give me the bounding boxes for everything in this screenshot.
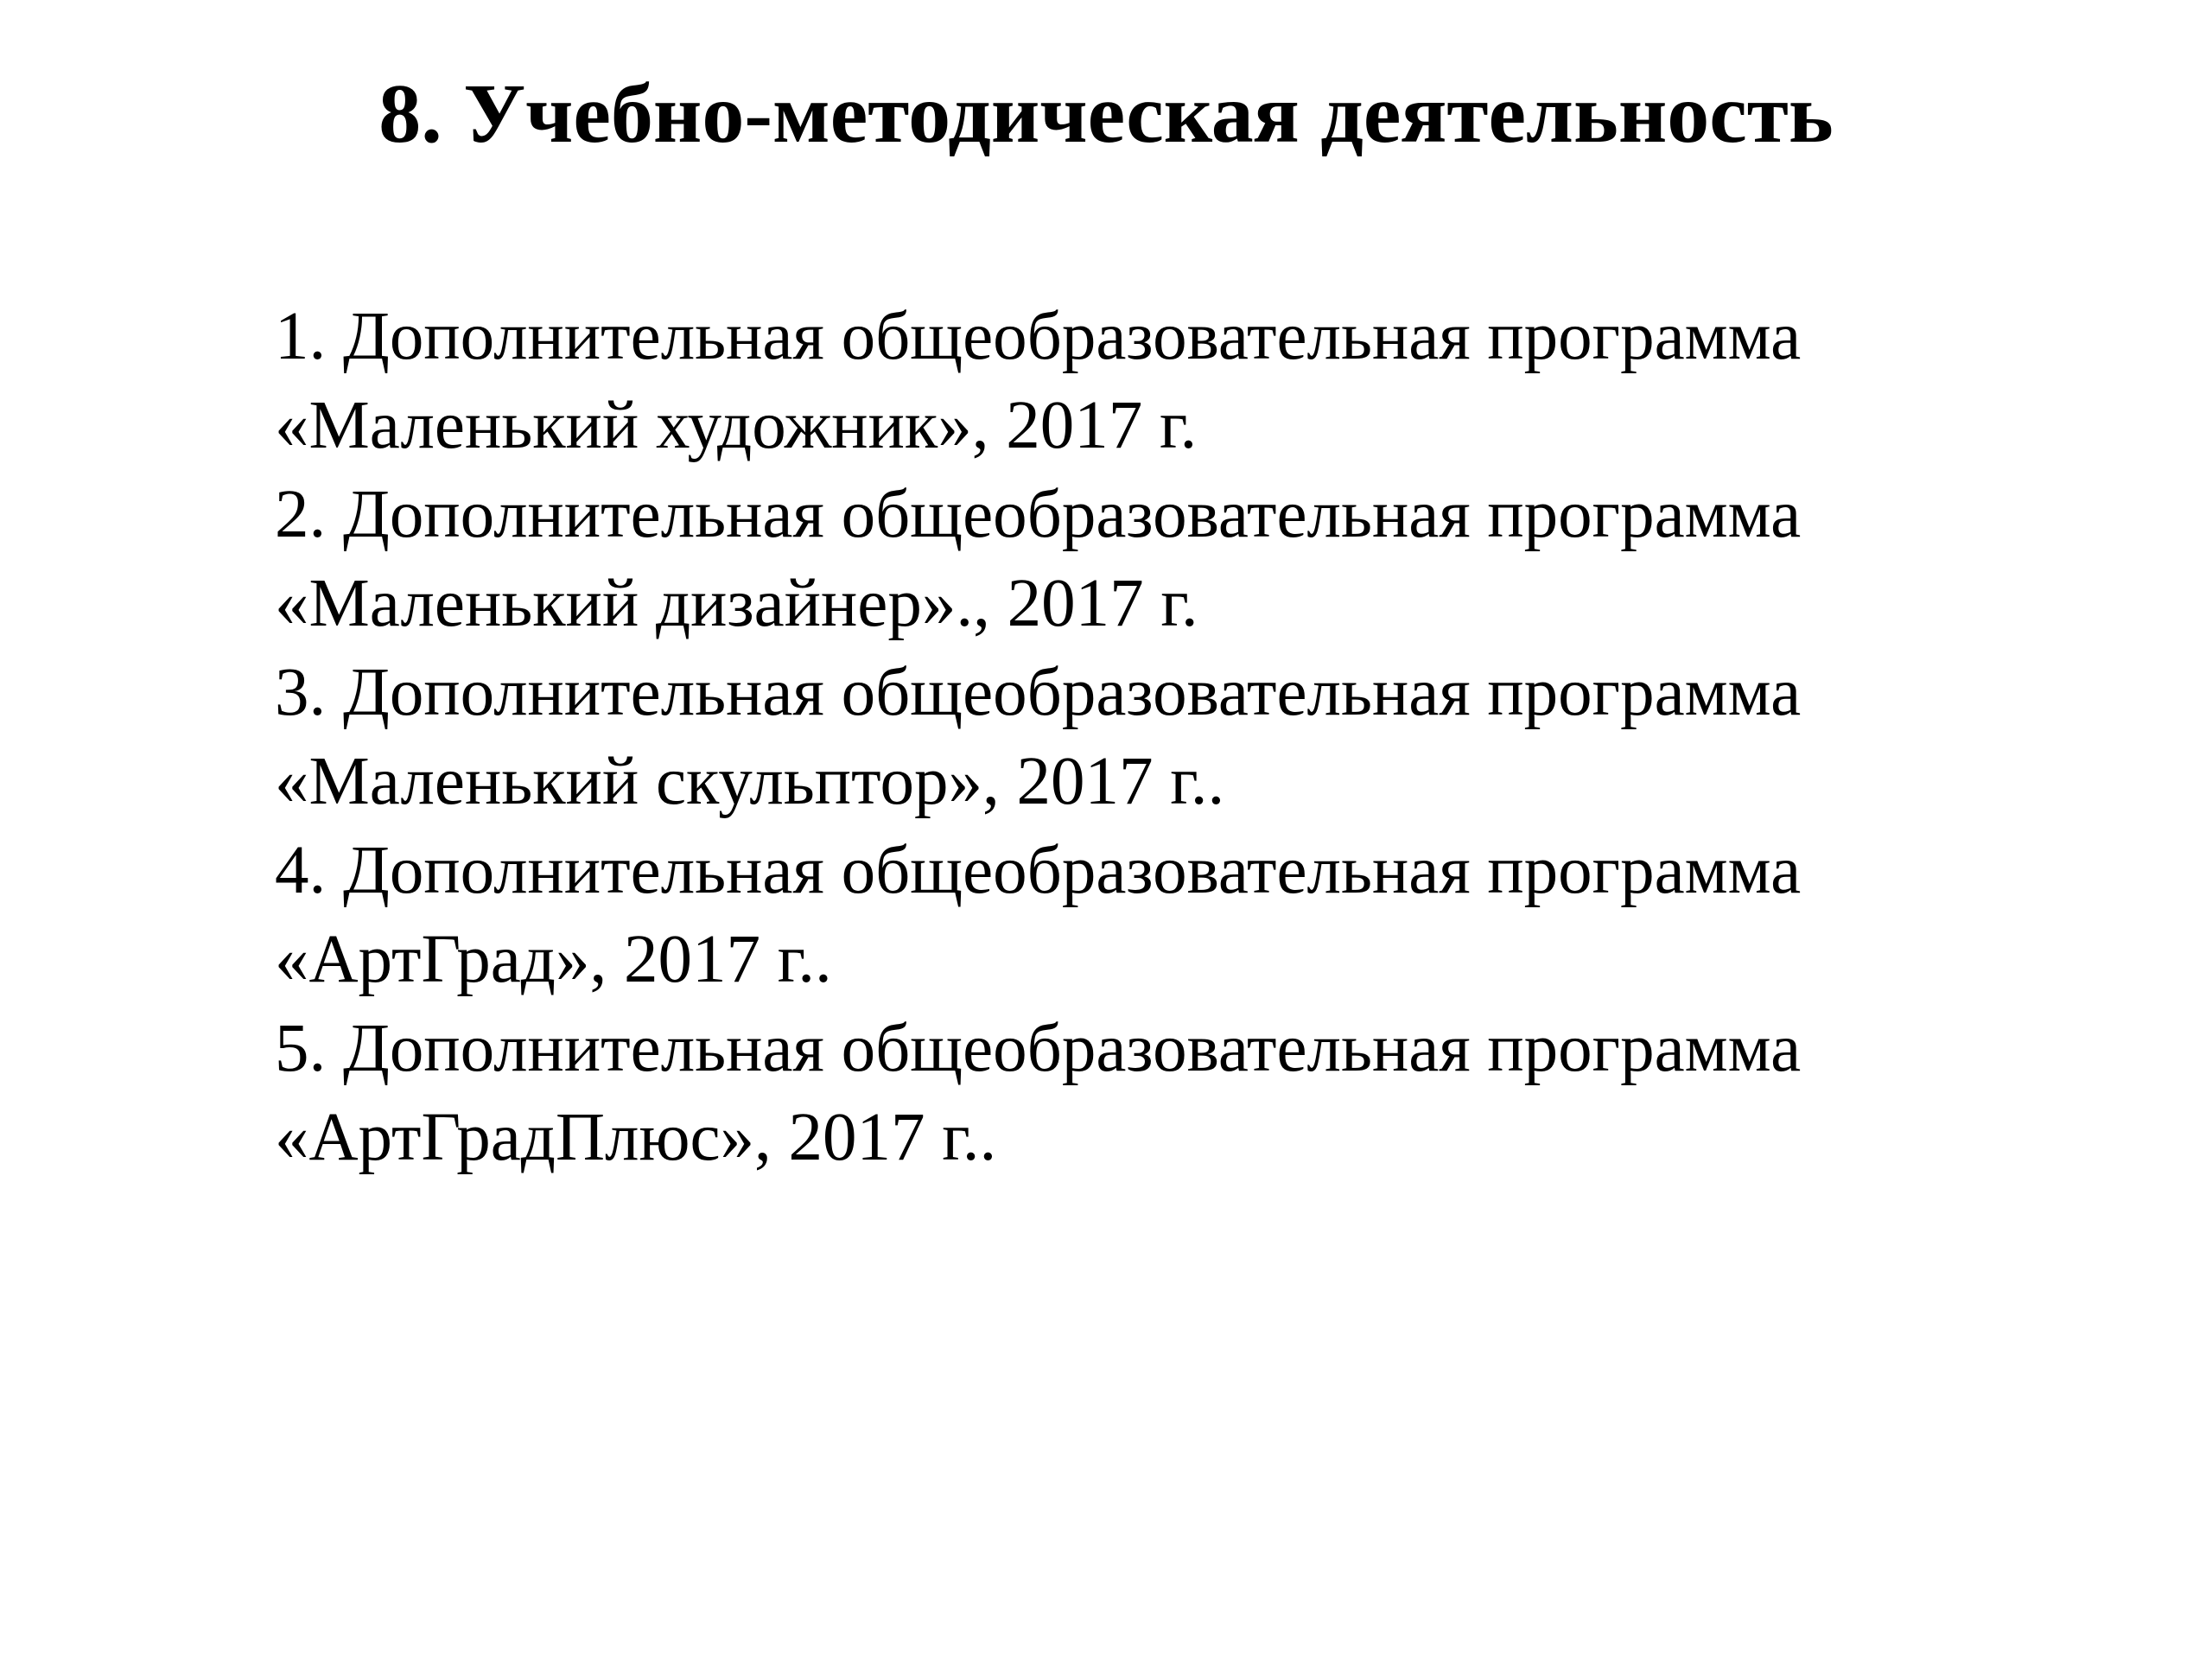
list-item-2: [275, 470, 2003, 648]
list-item-4-line-2: «АртГрад», 2017 г..: [275, 922, 832, 997]
list-item-5-line-1: 5. Дополнительная общеобразовательная программа: [275, 1011, 1802, 1086]
list-item-5-line-2: «АртГрадПлюс», 2017 г..: [275, 1100, 997, 1175]
list-item-3-line-1: 3. Дополнительная общеобразовательная программа: [275, 655, 1802, 730]
list-item-4: [275, 826, 2003, 1004]
slide-title: 8. Учебно-методическая деятельность: [378, 67, 1834, 161]
list-item-1-line-2: «Маленький художник», 2017 г.: [275, 388, 1198, 463]
list-item-3-line-2: «Маленький скульптор», 2017 г..: [275, 744, 1225, 819]
list-item-2-line-2: «Маленький дизайнер»., 2017 г.: [275, 566, 1198, 641]
program-list: [275, 292, 2003, 1182]
list-item-5: [275, 1004, 2003, 1182]
list-item-1-line-1: 1. Дополнительная общеобразовательная программа: [275, 299, 1802, 374]
list-item-4-line-1: 4. Дополнительная общеобразовательная программа: [275, 833, 1802, 908]
list-item-3: [275, 648, 2003, 826]
list-item-2-line-1: 2. Дополнительная общеобразовательная программа: [275, 477, 1802, 552]
list-item-1: [275, 292, 2003, 470]
